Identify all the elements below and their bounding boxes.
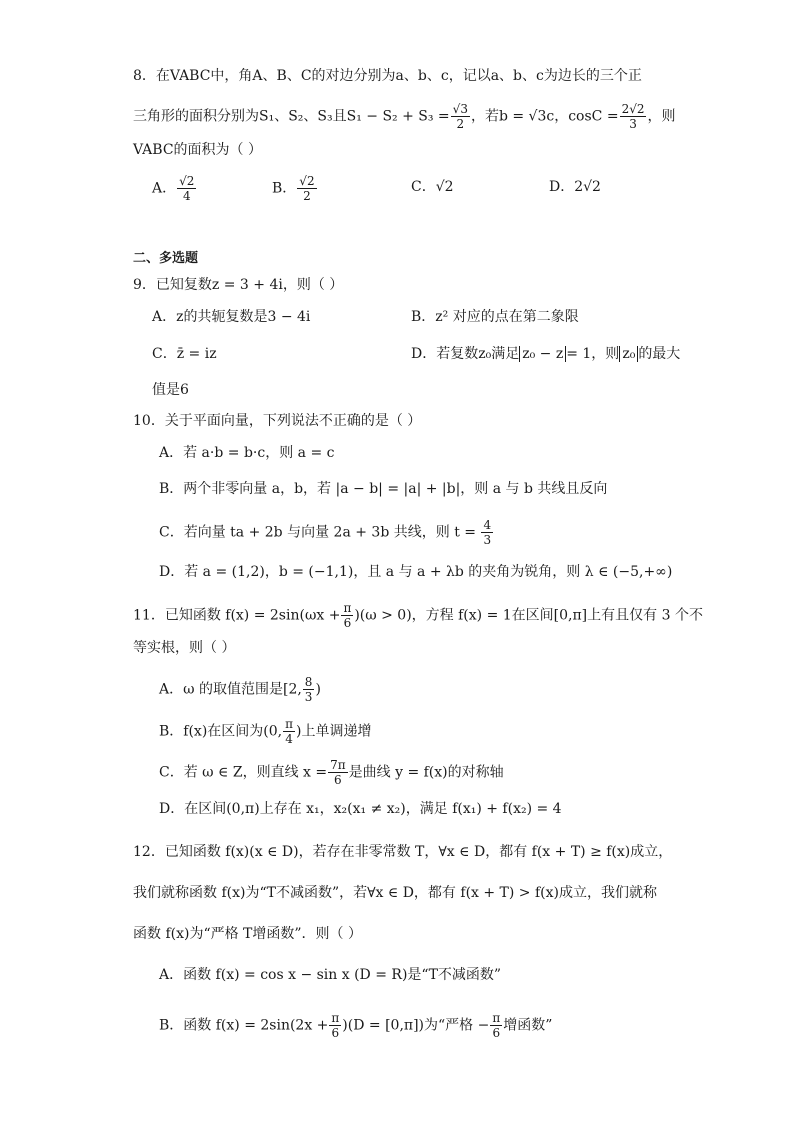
q11-option-c <box>159 758 504 787</box>
fraction-denominator: 3 <box>304 690 313 704</box>
q8-text: ，若b = √3c，cosC = <box>470 108 619 125</box>
q8-option-c: C．√2 <box>411 179 454 195</box>
fraction-numerator: π <box>285 717 293 731</box>
q12-text: B．函数 f(x) = 2sin(2x + <box>159 1017 329 1034</box>
fraction <box>620 102 647 131</box>
fraction <box>341 601 353 630</box>
q9-text: 的最大 <box>638 346 681 362</box>
q9-text: D．若复数z₀满足 <box>411 346 520 362</box>
fraction-numerator: 7π <box>330 758 346 772</box>
q10-text: C．若向量 ta + 2b 与向量 2a + 3b 共线，则 t = <box>159 524 476 541</box>
fraction <box>297 174 316 203</box>
q9-option-d-cont: 值是6 <box>152 382 189 398</box>
q10-option-b: B．两个非零向量 a，b，若 |a − b| = |a| + |b|，则 a 与 b 共线且反向 <box>159 481 608 497</box>
q12-stem-line2: 我们就称函数 f(x)为“T不减函数”，若∀x ∈ D，都有 f(x + T) > f(x)成立，我们就称 <box>133 885 657 901</box>
abs-expression: z₀ − z <box>519 346 566 362</box>
fraction <box>177 174 196 203</box>
q11-text: A．ω 的取值范围是[2, <box>159 681 302 698</box>
q11-option-a <box>159 675 321 704</box>
q12-option-a: A．函数 f(x) = cos x − sin x (D = R)是“T不减函数” <box>159 967 502 983</box>
q12-option-b <box>159 1011 552 1040</box>
fraction-numerator: π <box>343 601 352 615</box>
q11-option-d: D．在区间(0,π)上存在 x₁，x₂(x₁ ≠ x₂)，满足 f(x₁) + f(x₂) = 4 <box>159 801 562 817</box>
fraction <box>329 1011 341 1040</box>
q11-text: C．若 ω ∈ Z，则直线 x = <box>159 764 328 781</box>
fraction-numerator: π <box>492 1011 501 1025</box>
q11-text: )上单调递增 <box>296 723 372 740</box>
fraction-denominator: 6 <box>492 1026 501 1040</box>
q12-stem-line3: 函数 f(x)为“严格 T增函数”．则（ ） <box>133 926 363 942</box>
q8-option-b <box>272 174 318 203</box>
q8-stem-line1: 8．在VABC中，角A、B、C的对边分别为a、b、c，记以a、b、c为边长的三个正 <box>133 68 642 84</box>
fraction <box>283 717 295 746</box>
fraction <box>451 102 470 131</box>
q11-stem-line2: 等实根，则（ ） <box>133 640 236 656</box>
q9-text: = 1，则 <box>566 346 620 362</box>
q9-option-b: B．z² 对应的点在第二象限 <box>411 309 579 325</box>
fraction-numerator: √3 <box>452 102 468 116</box>
q8-stem-line3: VABC的面积为（ ） <box>133 142 262 158</box>
option-label: B． <box>272 180 297 197</box>
option-label: A． <box>152 180 177 197</box>
q11-option-b <box>159 717 371 746</box>
fraction-numerator: 8 <box>304 675 313 689</box>
fraction-denominator: 2 <box>303 189 311 203</box>
q12-text: 增函数” <box>503 1017 553 1034</box>
fraction <box>490 1011 502 1040</box>
q10-option-c <box>159 518 494 547</box>
q10-option-d: D．若 a = (1,2)，b = (−1,1)，且 a 与 a + λb 的夹角为锐角，则 λ ∈ (−5,+∞) <box>159 564 673 580</box>
abs-expression: z₀ <box>619 346 638 362</box>
q12-text: )(D = [0,π])为“严格 − <box>342 1017 490 1034</box>
fraction-denominator: 6 <box>331 1026 340 1040</box>
fraction <box>481 518 493 547</box>
fraction-denominator: 3 <box>629 117 637 131</box>
q9-stem: 9．已知复数z = 3 + 4i，则（ ） <box>133 277 344 293</box>
q9-option-d <box>411 344 680 364</box>
q11-text: B．f(x)在区间为(0, <box>159 723 283 740</box>
fraction-denominator: 4 <box>285 732 293 746</box>
q8-text: ，则 <box>647 108 676 125</box>
q8-option-d: D．2√2 <box>549 179 601 195</box>
q8-option-a <box>152 174 197 203</box>
q10-option-a: A．若 a·b = b·c，则 a = c <box>159 445 335 461</box>
q8-stem-line2 <box>133 102 675 131</box>
q9-option-c: C．z̄ = iz <box>152 346 217 362</box>
fraction-denominator: 6 <box>334 773 342 787</box>
fraction-denominator: 4 <box>182 189 191 203</box>
q10-stem: 10．关于平面向量，下列说法不正确的是（ ） <box>133 413 422 429</box>
q11-text: ) <box>315 681 321 698</box>
q11-text: )(ω > 0)，方程 f(x) = 1在区间[0,π]上有且仅有 3 个不 <box>354 607 703 624</box>
q9-option-a: A．z的共轭复数是3 − 4i <box>152 309 311 325</box>
fraction-denominator: 6 <box>343 616 352 630</box>
q8-text: 三角形的面积分别为S₁、S₂、S₃且S₁ − S₂ + S₃ = <box>133 108 450 125</box>
fraction-denominator: 3 <box>483 533 492 547</box>
q11-text: 11．已知函数 f(x) = 2sin(ωx + <box>133 607 341 624</box>
section-heading: 二、多选题 <box>133 251 199 266</box>
fraction-numerator: √2 <box>299 174 315 188</box>
fraction <box>303 675 315 704</box>
fraction-denominator: 2 <box>456 117 465 131</box>
fraction <box>328 758 348 787</box>
q11-text: 是曲线 y = f(x)的对称轴 <box>348 764 504 781</box>
fraction-numerator: 2√2 <box>621 102 645 116</box>
fraction-numerator: π <box>331 1011 340 1025</box>
q11-stem-line1 <box>133 601 703 630</box>
fraction-numerator: √2 <box>179 174 195 188</box>
q12-stem-line1: 12．已知函数 f(x)(x ∈ D)，若存在非零常数 T，∀x ∈ D，都有 f(x + T) ≥ f(x)成立， <box>133 844 673 860</box>
fraction-numerator: 4 <box>483 518 492 532</box>
